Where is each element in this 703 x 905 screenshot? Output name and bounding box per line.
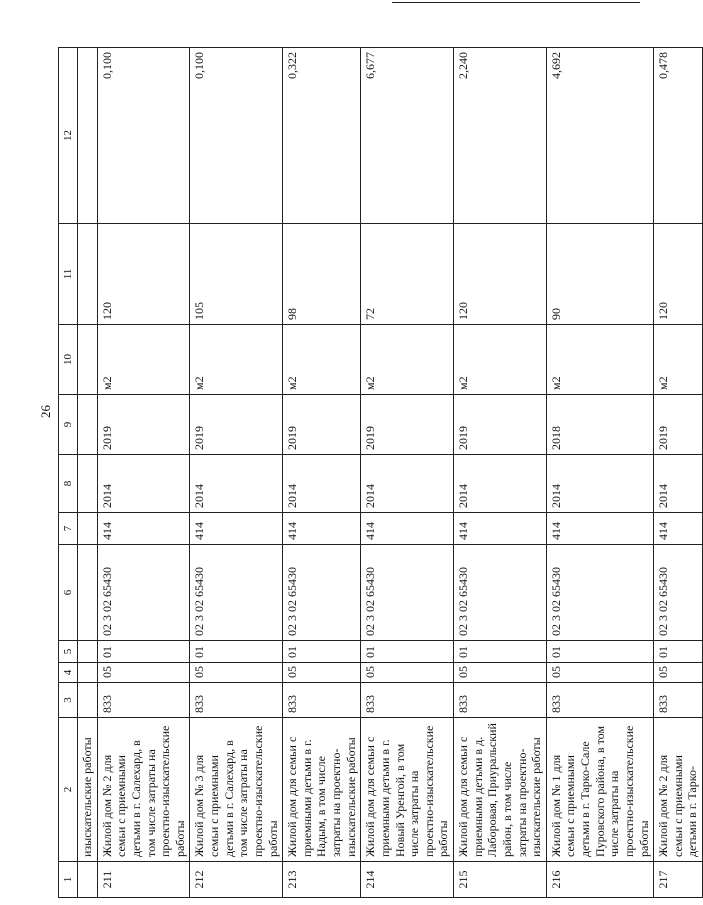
continued-text: изыскательские работы (78, 718, 98, 862)
cell-c5: 01 (546, 641, 653, 663)
cell-c7: 414 (97, 513, 190, 545)
cell-c8: 2014 (546, 455, 653, 513)
cell-c10: м2 (546, 325, 653, 395)
cell-c11: 105 (190, 224, 283, 325)
page-number: 26 (38, 405, 53, 418)
top-rule (392, 2, 640, 3)
cell-c11: 120 (97, 224, 190, 325)
object-name: Жилой дом № 1 для семьи с приемными детьми в г. Тарко-Сале Пуровского района, в том числе затраты на проектно-изыскательские работы (546, 718, 653, 862)
cell-c6: 02 3 02 65430 (97, 545, 190, 641)
column-header: 4 (59, 663, 78, 683)
cell-c5: 01 (361, 641, 454, 663)
cell-c9: 2019 (361, 395, 454, 455)
cell-c4: 05 (361, 663, 454, 683)
cell-c5: 01 (283, 641, 361, 663)
cell-c12: 2,240 (454, 48, 547, 224)
object-name: Жилой дом № 3 для семьи с приемными детьми в г. Салехард, в том числе затраты на проектно-изыскательские работы (190, 718, 283, 862)
cell-c4: 05 (454, 663, 547, 683)
row-number: 217 (654, 862, 703, 898)
cell-c11: 120 (454, 224, 547, 325)
column-header: 6 (59, 545, 78, 641)
row-number: 211 (97, 862, 190, 898)
cell-c3: 833 (546, 683, 653, 718)
cell-c8: 2014 (654, 455, 703, 513)
continuation-row (78, 48, 98, 898)
row-number: 213 (283, 862, 361, 898)
cell-c12: 0,100 (190, 48, 283, 224)
column-header: 5 (59, 641, 78, 663)
row-number: 215 (454, 862, 547, 898)
cell-c4: 05 (546, 663, 653, 683)
cell-c7: 414 (654, 513, 703, 545)
cell-c7: 414 (454, 513, 547, 545)
cell-c10: м2 (283, 325, 361, 395)
table-row (546, 48, 653, 898)
column-header: 11 (59, 224, 78, 325)
cell-c12: 0,478 (654, 48, 703, 224)
row-number: 216 (546, 862, 653, 898)
cell-c3: 833 (654, 683, 703, 718)
object-name: Жилой дом для семьи с приемными детьми в г. Надым, в том числе затраты на проектно-изыскательские работы (283, 718, 361, 862)
cell-c7: 414 (190, 513, 283, 545)
table-row (97, 48, 190, 898)
cell-c4: 05 (654, 663, 703, 683)
table-row (454, 48, 547, 898)
column-header: 10 (59, 325, 78, 395)
cell-c11: 72 (361, 224, 454, 325)
cell-c3: 833 (97, 683, 190, 718)
table-row (654, 48, 703, 898)
object-name: Жилой дом для семьи с приемными детьми в д. Лаборовая, Приуральский район, в том числе затраты на проектно-изыскательские работы (454, 718, 547, 862)
column-header: 7 (59, 513, 78, 545)
cell-c8: 2014 (454, 455, 547, 513)
cell-c6: 02 3 02 65430 (654, 545, 703, 641)
object-name: Жилой дом для семьи с приемными детьми в г. Новый Уренгой, в том числе затраты на проектно-изыскательские работы (361, 718, 454, 862)
cell-c4: 05 (283, 663, 361, 683)
cell-c9: 2019 (283, 395, 361, 455)
cell-c12: 0,322 (283, 48, 361, 224)
cell-c7: 414 (546, 513, 653, 545)
cell-c10: м2 (97, 325, 190, 395)
cell-c7: 414 (361, 513, 454, 545)
cell-c8: 2014 (97, 455, 190, 513)
cell-c5: 01 (190, 641, 283, 663)
cell-c8: 2014 (190, 455, 283, 513)
cell-c3: 833 (283, 683, 361, 718)
column-header: 2 (59, 718, 78, 862)
cell-c11: 120 (654, 224, 703, 325)
column-header: 1 (59, 862, 78, 898)
cell-c4: 05 (190, 663, 283, 683)
cell-c9: 2018 (546, 395, 653, 455)
cell-c6: 02 3 02 65430 (190, 545, 283, 641)
column-header: 12 (59, 48, 78, 224)
row-number: 214 (361, 862, 454, 898)
column-header: 3 (59, 683, 78, 718)
column-header: 9 (59, 395, 78, 455)
cell-c9: 2019 (654, 395, 703, 455)
cell-c6: 02 3 02 65430 (546, 545, 653, 641)
cell-c5: 01 (654, 641, 703, 663)
cell-c10: м2 (361, 325, 454, 395)
table-row (283, 48, 361, 898)
cell-c8: 2014 (283, 455, 361, 513)
row-number: 212 (190, 862, 283, 898)
object-name: Жилой дом № 2 для семьи с приемными детьми в г. Тарко- (654, 718, 703, 862)
investment-table (58, 47, 703, 898)
cell-c12: 0,100 (97, 48, 190, 224)
cell-c11: 90 (546, 224, 653, 325)
cell-c9: 2019 (454, 395, 547, 455)
cell-c6: 02 3 02 65430 (283, 545, 361, 641)
cell-c12: 4,692 (546, 48, 653, 224)
rotated-table-wrapper (58, 48, 700, 898)
cell-c6: 02 3 02 65430 (454, 545, 547, 641)
cell-c10: м2 (654, 325, 703, 395)
cell-c11: 98 (283, 224, 361, 325)
cell-c9: 2019 (97, 395, 190, 455)
table-row (190, 48, 283, 898)
cell-c3: 833 (454, 683, 547, 718)
cell-c4: 05 (97, 663, 190, 683)
cell-c9: 2019 (190, 395, 283, 455)
cell-c10: м2 (454, 325, 547, 395)
cell-c3: 833 (361, 683, 454, 718)
cell-c12: 6,677 (361, 48, 454, 224)
cell-c7: 414 (283, 513, 361, 545)
cell-c8: 2014 (361, 455, 454, 513)
cell-c10: м2 (190, 325, 283, 395)
header-row (59, 48, 78, 898)
cell-c6: 02 3 02 65430 (361, 545, 454, 641)
object-name: Жилой дом № 2 для семьи с приемными детьми в г. Салехард, в том числе затраты на проектно-изыскательские работы (97, 718, 190, 862)
column-header: 8 (59, 455, 78, 513)
cell-c5: 01 (454, 641, 547, 663)
cell-c5: 01 (97, 641, 190, 663)
cell-c3: 833 (190, 683, 283, 718)
table-row (361, 48, 454, 898)
